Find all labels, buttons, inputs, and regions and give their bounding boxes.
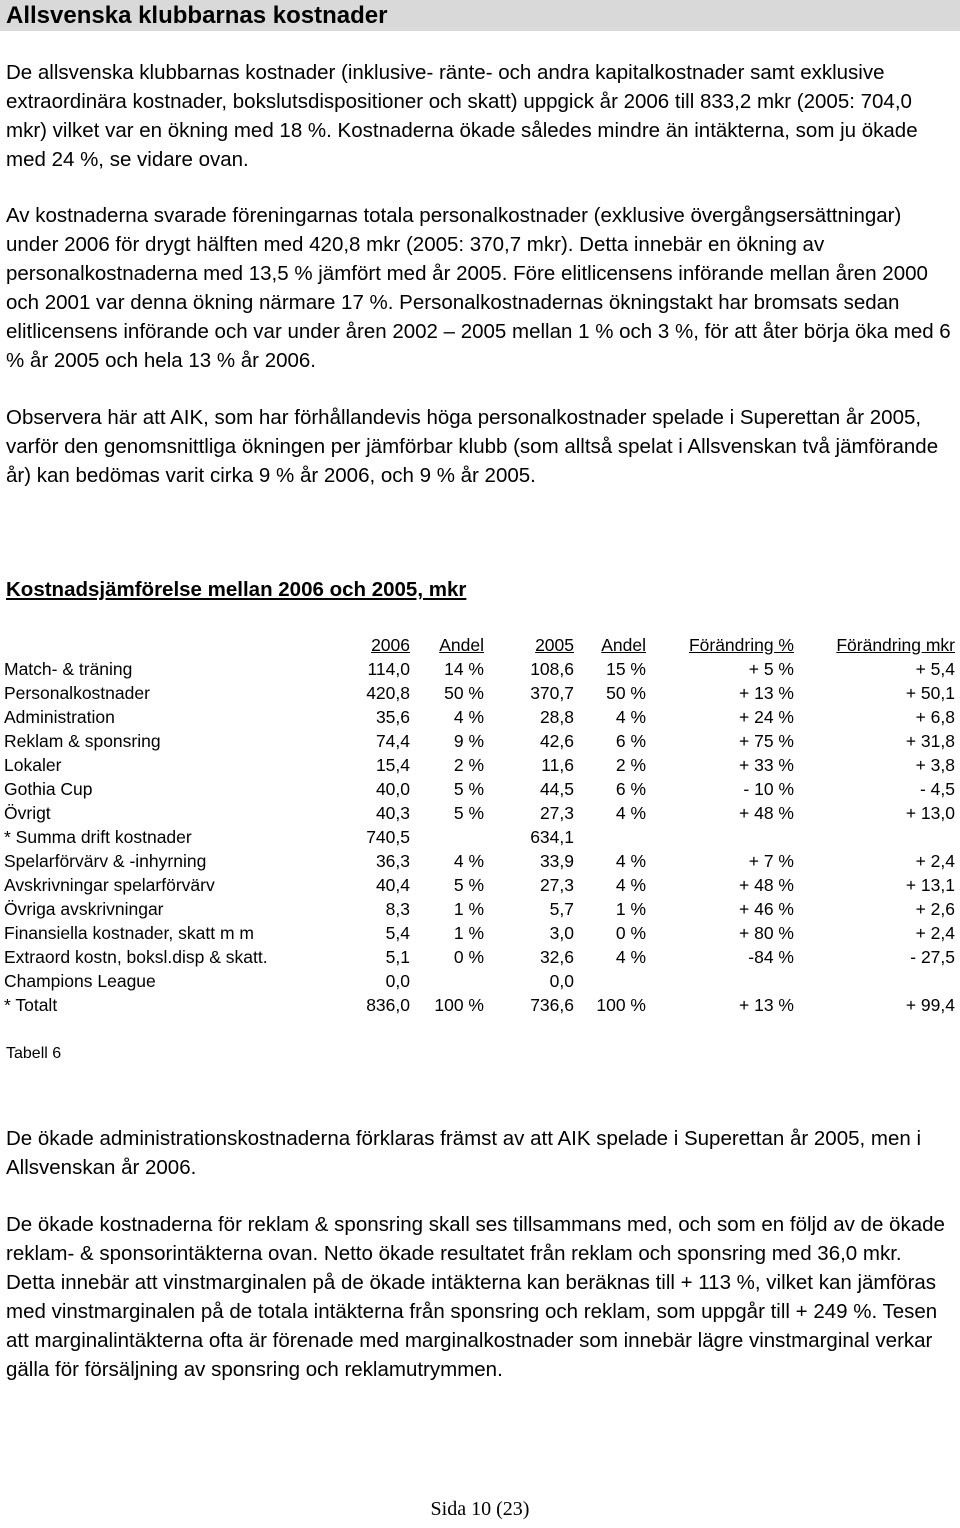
table-cell [794, 825, 955, 849]
table-cell: 0 % [615, 923, 646, 943]
table-cell: 0,0 [385, 971, 410, 991]
table-cell: + 33 % [739, 755, 794, 775]
table-row [4, 849, 955, 873]
table-cell: 32,6 [539, 947, 574, 967]
table-cell: 5 % [453, 875, 484, 895]
table-cell: 35,6 [375, 707, 410, 727]
table-cell: 4 % [453, 851, 484, 871]
table-cell: + 2,6 [915, 899, 955, 919]
personnel-costs-paragraph: Av kostnaderna svarade föreningarnas totala personalkostnader (exklusive övergångsersättningar) under 2006 för drygt hälften med 420,8 mkr (2005: 370,7 mkr). Detta innebär en ökning av personalkostnaderna med 13,5 % jämfört med år 2005. Före elitlicensens införande mellan åren 2000 och 2001 var denna ökning närmare 17 %. Personalkostnadernas ökningstakt har bromsats sedan elitlicensens införande och var under åren 2002 – 2005 mellan 1 % och 3 %, för att åter börja öka med 6 % år 2005 och hela 13 % år 2006. [6, 204, 951, 372]
sponsorship-paragraph: De ökade kostnaderna för reklam & sponsring skall ses tillsammans med, och som en följd av de ökade reklam- & sponsorintäkterna ovan. Netto ökade resultatet från reklam och sponsring med 36,0 mkr. Detta innebär att vinstmarginalen på de ökade intäkterna kan beräknas till + 113 %, vilket kan jämföras med vinstmarginalen på de totala intäkterna från sponsring och reklam, som uppgår till + 249 %. Tesen att marginalintäkterna ofta är förenade med marginalkostnader som innebär lägre vinstmarginal verkar gälla för försäljning av sponsring och reklamutrymmen. [6, 1213, 945, 1381]
table-cell: 15 % [606, 659, 646, 679]
table-cell: 5 % [453, 779, 484, 799]
table-cell: + 2,4 [915, 923, 955, 943]
table-cell: 836,0 [366, 995, 410, 1015]
table-cell: + 5 % [748, 659, 794, 679]
table-cell: 108,6 [530, 659, 574, 679]
table-cell: + 99,4 [905, 995, 955, 1015]
table-cell [794, 969, 955, 993]
table-header-row [4, 633, 955, 657]
row-label: Champions League [4, 971, 156, 991]
aik-note-paragraph: Observera här att AIK, som har förhållandevis höga personalkostnader spelade i Superettan år 2005, varför den genomsnittliga ökningen per jämförbar klubb (som alltså spelat i Allsvenskan två jämförande år) kan bedömas varit cirka 9 % år 2006, och 9 % år 2005. [6, 406, 939, 487]
table-row [4, 681, 955, 705]
table-cell [646, 969, 794, 993]
table-row [4, 825, 955, 849]
table-cell [646, 825, 794, 849]
table-cell: 44,5 [539, 779, 574, 799]
page-number: Sida 10 (23) [430, 1498, 530, 1520]
column-header: Förändring % [688, 635, 794, 655]
row-label: Personalkostnader [4, 683, 150, 703]
table-cell: 4 % [615, 851, 646, 871]
table-cell [574, 825, 646, 849]
row-label: Match- & träning [4, 659, 133, 679]
table-cell: + 24 % [739, 707, 794, 727]
table-cell [410, 969, 484, 993]
column-header: 2006 [371, 635, 410, 655]
row-label: Gothia Cup [4, 779, 93, 799]
table-body [4, 657, 955, 1017]
table-cell: + 13 % [739, 995, 794, 1015]
table-cell: 1 % [453, 923, 484, 943]
column-header: Andel [601, 635, 646, 655]
table-caption: Tabell 6 [6, 1045, 62, 1062]
table-row [4, 657, 955, 681]
table-cell: 100 % [596, 995, 646, 1015]
column-header: Andel [439, 635, 484, 655]
table-cell: 100 % [434, 995, 484, 1015]
table-row [4, 921, 955, 945]
table-cell: 5 % [453, 803, 484, 823]
table-cell: 740,5 [366, 827, 410, 847]
table-cell: 4 % [615, 707, 646, 727]
table-row [4, 873, 955, 897]
column-header: Förändring mkr [836, 635, 955, 655]
intro-paragraph: De allsvenska klubbarnas kostnader (inklusive- ränte- och andra kapitalkostnader samt exklusive extraordinära kostnader, bokslutsdispositioner och skatt) uppgick år 2006 till 833,2 mkr (2005: 704,0 mkr) vilket var en ökning med 18 %. Kostnaderna ökade således mindre än intäkterna, som ju ökade med 24 %, se vidare ovan. [6, 61, 918, 171]
cost-comparison-table [4, 633, 955, 1017]
table-cell: 1 % [615, 899, 646, 919]
table-cell: + 48 % [739, 875, 794, 895]
table-cell: 634,1 [530, 827, 574, 847]
table-cell: - 10 % [743, 779, 794, 799]
table-cell: 11,6 [541, 755, 574, 775]
row-label: Reklam & sponsring [4, 731, 161, 751]
table-cell: 74,4 [375, 731, 410, 751]
table-cell: 0 % [453, 947, 484, 967]
table-cell [574, 969, 646, 993]
table-row [4, 945, 955, 969]
table-cell: + 80 % [739, 923, 794, 943]
table-cell: 14 % [444, 659, 484, 679]
table-cell: 33,9 [539, 851, 574, 871]
table-cell: 420,8 [366, 683, 410, 703]
row-label: * Totalt [4, 995, 58, 1015]
table-row [4, 729, 955, 753]
table-cell: 40,4 [375, 875, 410, 895]
row-label: Extraord kostn, boksl.disp & skatt. [4, 947, 268, 967]
table-cell: + 3,8 [915, 755, 955, 775]
table-cell: 28,8 [539, 707, 574, 727]
table-cell: + 31,8 [905, 731, 955, 751]
table-cell: 27,3 [539, 875, 574, 895]
table-cell: 15,4 [375, 755, 410, 775]
table-cell: 5,1 [385, 947, 410, 967]
table-cell: 4 % [615, 803, 646, 823]
table-row [4, 705, 955, 729]
table-cell: - 27,5 [910, 947, 955, 967]
table-cell: 36,3 [375, 851, 410, 871]
table-cell: 370,7 [530, 683, 574, 703]
table-cell: 5,7 [549, 899, 574, 919]
table-cell: -84 % [748, 947, 794, 967]
row-label: Övriga avskrivningar [4, 899, 164, 919]
table-cell: + 46 % [739, 899, 794, 919]
table-cell: 4 % [453, 707, 484, 727]
table-cell: 3,0 [549, 923, 574, 943]
table-cell: + 48 % [739, 803, 794, 823]
row-label: Lokaler [4, 755, 62, 775]
row-label: Administration [4, 707, 115, 727]
table-cell: 6 % [615, 731, 646, 751]
table-cell: 50 % [444, 683, 484, 703]
table-cell: 8,3 [385, 899, 410, 919]
table-cell: + 7 % [748, 851, 794, 871]
table-row [4, 801, 955, 825]
table-cell: 27,3 [539, 803, 574, 823]
table-row [4, 993, 955, 1017]
table-cell: 9 % [453, 731, 484, 751]
table-cell: 2 % [615, 755, 646, 775]
row-label: Spelarförvärv & -inhyrning [4, 851, 207, 871]
table-cell: + 13 % [739, 683, 794, 703]
table-cell: + 13,0 [905, 803, 955, 823]
row-label: Finansiella kostnader, skatt m m [4, 923, 254, 943]
table-cell: + 2,4 [915, 851, 955, 871]
column-header: 2005 [535, 635, 574, 655]
table-row [4, 897, 955, 921]
table-cell: + 50,1 [905, 683, 955, 703]
column-header [4, 633, 334, 657]
table-cell: 42,6 [539, 731, 574, 751]
table-cell: 6 % [615, 779, 646, 799]
table-cell: 114,0 [367, 659, 410, 679]
table-cell: 5,4 [385, 923, 410, 943]
table-row [4, 753, 955, 777]
table-cell [410, 825, 484, 849]
table-cell: 4 % [615, 875, 646, 895]
table-row [4, 969, 955, 993]
table-cell: 40,3 [375, 803, 410, 823]
administration-paragraph: De ökade administrationskostnaderna förklaras främst av att AIK spelade i Superettan år 2005, men i Allsvenskan år 2006. [6, 1127, 922, 1179]
table-cell: 2 % [453, 755, 484, 775]
table-cell: 736,6 [530, 995, 574, 1015]
table-cell: 50 % [606, 683, 646, 703]
table-cell: + 75 % [739, 731, 794, 751]
table-cell: - 4,5 [919, 779, 955, 799]
table-heading: Kostnadsjämförelse mellan 2006 och 2005, mkr [6, 578, 467, 601]
table-cell: 40,0 [375, 779, 410, 799]
page-title: Allsvenska klubbarnas kostnader [0, 0, 960, 31]
table-cell: 0,0 [549, 971, 574, 991]
table-cell: + 5,4 [915, 659, 955, 679]
table-cell: 1 % [453, 899, 484, 919]
row-label: Avskrivningar spelarförvärv [4, 875, 215, 895]
table-cell: 4 % [615, 947, 646, 967]
table-cell: + 13,1 [905, 875, 955, 895]
row-label: * Summa drift kostnader [4, 827, 192, 847]
table-cell: + 6,8 [915, 707, 955, 727]
table-row [4, 777, 955, 801]
row-label: Övrigt [4, 803, 51, 823]
